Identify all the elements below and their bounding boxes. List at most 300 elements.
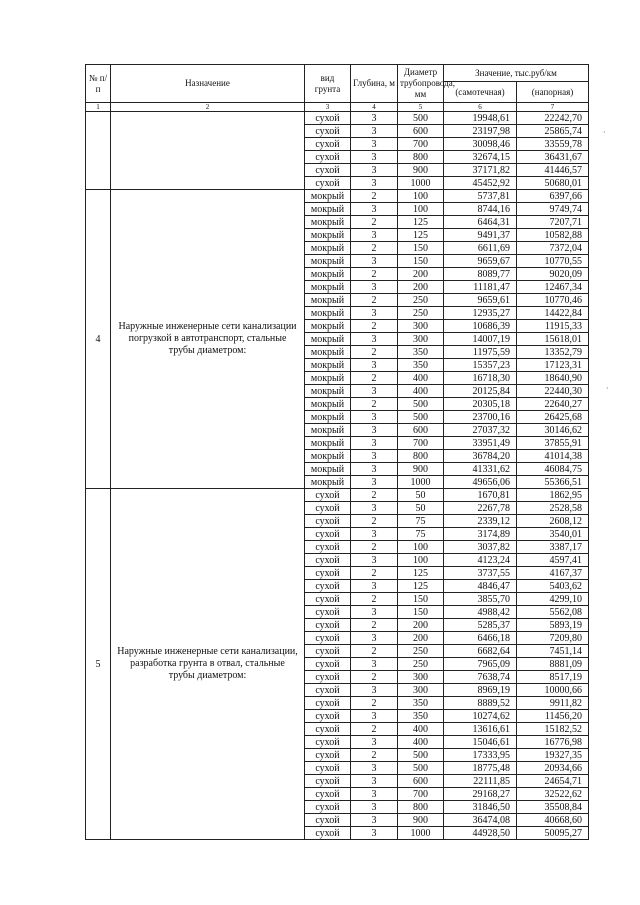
depth-cell: 2: [351, 320, 398, 333]
soil-type-cell: мокрый: [305, 294, 351, 307]
diameter-cell: 75: [398, 528, 444, 541]
depth-cell: 2: [351, 515, 398, 528]
soil-type-cell: мокрый: [305, 229, 351, 242]
depth-cell: 3: [351, 112, 398, 125]
pressure-value-cell: 10000,66: [517, 684, 589, 697]
pressure-value-cell: 5562,08: [517, 606, 589, 619]
depth-cell: 3: [351, 827, 398, 840]
gravity-value-cell: 36474,08: [444, 814, 517, 827]
gravity-value-cell: 8889,52: [444, 697, 517, 710]
gravity-value-cell: 5737,81: [444, 190, 517, 203]
gravity-value-cell: 11181,47: [444, 281, 517, 294]
group-purpose: [111, 112, 305, 190]
pressure-value-cell: 35508,84: [517, 801, 589, 814]
gravity-value-cell: 6464,31: [444, 216, 517, 229]
soil-type-cell: сухой: [305, 489, 351, 502]
gravity-value-cell: 4988,42: [444, 606, 517, 619]
soil-type-cell: сухой: [305, 125, 351, 138]
gravity-value-cell: 6611,69: [444, 242, 517, 255]
gravity-value-cell: 3174,89: [444, 528, 517, 541]
diameter-cell: 350: [398, 346, 444, 359]
depth-cell: 3: [351, 580, 398, 593]
pressure-value-cell: 33559,78: [517, 138, 589, 151]
soil-type-cell: мокрый: [305, 450, 351, 463]
depth-cell: 3: [351, 762, 398, 775]
gravity-value-cell: 15046,61: [444, 736, 517, 749]
soil-type-cell: сухой: [305, 606, 351, 619]
pressure-value-cell: 10770,46: [517, 294, 589, 307]
diameter-cell: 800: [398, 801, 444, 814]
diameter-cell: 200: [398, 619, 444, 632]
depth-cell: 3: [351, 710, 398, 723]
depth-cell: 3: [351, 359, 398, 372]
pressure-value-cell: 9020,09: [517, 268, 589, 281]
diameter-cell: 900: [398, 814, 444, 827]
gravity-value-cell: 12935,27: [444, 307, 517, 320]
gravity-value-cell: 1670,81: [444, 489, 517, 502]
depth-cell: 2: [351, 398, 398, 411]
pressure-value-cell: 40668,60: [517, 814, 589, 827]
soil-type-cell: сухой: [305, 827, 351, 840]
diameter-cell: 125: [398, 580, 444, 593]
pressure-value-cell: 36431,67: [517, 151, 589, 164]
diameter-cell: 400: [398, 372, 444, 385]
group-purpose: Наружные инженерные сети канализации погрузкой в автотранспорт, стальные трубы диаметром:: [111, 190, 305, 489]
gravity-value-cell: 36784,20: [444, 450, 517, 463]
diameter-cell: 500: [398, 112, 444, 125]
pressure-value-cell: 8881,09: [517, 658, 589, 671]
gravity-value-cell: 8089,77: [444, 268, 517, 281]
soil-type-cell: сухой: [305, 164, 351, 177]
soil-type-cell: сухой: [305, 671, 351, 684]
gravity-value-cell: 3037,82: [444, 541, 517, 554]
soil-type-cell: сухой: [305, 749, 351, 762]
depth-cell: 3: [351, 476, 398, 489]
soil-type-cell: сухой: [305, 593, 351, 606]
depth-cell: 3: [351, 164, 398, 177]
pressure-value-cell: 25865,74: [517, 125, 589, 138]
depth-cell: 3: [351, 411, 398, 424]
soil-type-cell: мокрый: [305, 437, 351, 450]
col-index: 2: [111, 103, 305, 112]
header-pressure: (напорная): [517, 82, 589, 103]
gravity-value-cell: 9659,67: [444, 255, 517, 268]
soil-type-cell: мокрый: [305, 476, 351, 489]
gravity-value-cell: 2339,12: [444, 515, 517, 528]
depth-cell: 3: [351, 775, 398, 788]
header-soil: вид грунта: [305, 65, 351, 103]
soil-type-cell: мокрый: [305, 320, 351, 333]
pressure-value-cell: 18640,90: [517, 372, 589, 385]
pressure-value-cell: 4299,10: [517, 593, 589, 606]
scan-mark: ·: [603, 128, 606, 137]
depth-cell: 2: [351, 749, 398, 762]
pressure-value-cell: 9749,74: [517, 203, 589, 216]
diameter-cell: 350: [398, 697, 444, 710]
gravity-value-cell: 8969,19: [444, 684, 517, 697]
gravity-value-cell: 6682,64: [444, 645, 517, 658]
depth-cell: 3: [351, 632, 398, 645]
gravity-value-cell: 15357,23: [444, 359, 517, 372]
depth-cell: 2: [351, 242, 398, 255]
col-index: 5: [398, 103, 444, 112]
pressure-value-cell: 11915,33: [517, 320, 589, 333]
price-table: [85, 64, 589, 840]
depth-cell: 3: [351, 177, 398, 190]
diameter-cell: 400: [398, 736, 444, 749]
depth-cell: 2: [351, 216, 398, 229]
soil-type-cell: мокрый: [305, 268, 351, 281]
pressure-value-cell: 46084,75: [517, 463, 589, 476]
gravity-value-cell: 4846,47: [444, 580, 517, 593]
diameter-cell: 100: [398, 541, 444, 554]
gravity-value-cell: 18775,48: [444, 762, 517, 775]
depth-cell: 2: [351, 567, 398, 580]
diameter-cell: 1000: [398, 827, 444, 840]
pressure-value-cell: 32522,62: [517, 788, 589, 801]
depth-cell: 3: [351, 658, 398, 671]
pressure-value-cell: 30146,62: [517, 424, 589, 437]
depth-cell: 2: [351, 294, 398, 307]
diameter-cell: 250: [398, 645, 444, 658]
depth-cell: 2: [351, 723, 398, 736]
gravity-value-cell: 10686,39: [444, 320, 517, 333]
pressure-value-cell: 7451,14: [517, 645, 589, 658]
price-table-sheet: [85, 64, 588, 840]
diameter-cell: 150: [398, 606, 444, 619]
pressure-value-cell: 10770,55: [517, 255, 589, 268]
diameter-cell: 600: [398, 424, 444, 437]
depth-cell: 3: [351, 736, 398, 749]
soil-type-cell: сухой: [305, 541, 351, 554]
pressure-value-cell: 4167,37: [517, 567, 589, 580]
header-depth: Глубина, м: [351, 65, 398, 103]
diameter-cell: 600: [398, 775, 444, 788]
soil-type-cell: сухой: [305, 684, 351, 697]
diameter-cell: 500: [398, 411, 444, 424]
pressure-value-cell: 5403,62: [517, 580, 589, 593]
header-purpose: Назначение: [111, 65, 305, 103]
diameter-cell: 300: [398, 671, 444, 684]
diameter-cell: 500: [398, 398, 444, 411]
gravity-value-cell: 5285,37: [444, 619, 517, 632]
table-header: [86, 65, 589, 112]
depth-cell: 3: [351, 502, 398, 515]
soil-type-cell: сухой: [305, 567, 351, 580]
gravity-value-cell: 33951,49: [444, 437, 517, 450]
soil-type-cell: сухой: [305, 788, 351, 801]
soil-type-cell: сухой: [305, 775, 351, 788]
gravity-value-cell: 10274,62: [444, 710, 517, 723]
diameter-cell: 200: [398, 268, 444, 281]
diameter-cell: 500: [398, 762, 444, 775]
soil-type-cell: сухой: [305, 515, 351, 528]
pressure-value-cell: 2528,58: [517, 502, 589, 515]
soil-type-cell: сухой: [305, 645, 351, 658]
soil-type-cell: сухой: [305, 697, 351, 710]
gravity-value-cell: 17333,95: [444, 749, 517, 762]
gravity-value-cell: 29168,27: [444, 788, 517, 801]
depth-cell: 3: [351, 307, 398, 320]
gravity-value-cell: 16718,30: [444, 372, 517, 385]
depth-cell: 3: [351, 814, 398, 827]
depth-cell: 2: [351, 541, 398, 554]
gravity-value-cell: 32674,15: [444, 151, 517, 164]
depth-cell: 3: [351, 801, 398, 814]
pressure-value-cell: 8517,19: [517, 671, 589, 684]
gravity-value-cell: 44928,50: [444, 827, 517, 840]
diameter-cell: 700: [398, 437, 444, 450]
gravity-value-cell: 30098,46: [444, 138, 517, 151]
pressure-value-cell: 26425,68: [517, 411, 589, 424]
pressure-value-cell: 10582,88: [517, 229, 589, 242]
gravity-value-cell: 3737,55: [444, 567, 517, 580]
gravity-value-cell: 14007,19: [444, 333, 517, 346]
pressure-value-cell: 50680,01: [517, 177, 589, 190]
soil-type-cell: мокрый: [305, 333, 351, 346]
soil-type-cell: мокрый: [305, 216, 351, 229]
depth-cell: 3: [351, 281, 398, 294]
pressure-value-cell: 15182,52: [517, 723, 589, 736]
header-value: Значение, тыс.руб/км: [444, 65, 589, 82]
diameter-cell: 150: [398, 255, 444, 268]
gravity-value-cell: 11975,59: [444, 346, 517, 359]
group-number: 5: [86, 489, 111, 840]
soil-type-cell: сухой: [305, 554, 351, 567]
depth-cell: 2: [351, 645, 398, 658]
gravity-value-cell: 31846,50: [444, 801, 517, 814]
diameter-cell: 125: [398, 229, 444, 242]
pressure-value-cell: 22440,30: [517, 385, 589, 398]
soil-type-cell: сухой: [305, 502, 351, 515]
pressure-value-cell: 41446,57: [517, 164, 589, 177]
depth-cell: 3: [351, 229, 398, 242]
diameter-cell: 700: [398, 138, 444, 151]
pressure-value-cell: 3387,17: [517, 541, 589, 554]
pressure-value-cell: 24654,71: [517, 775, 589, 788]
depth-cell: 3: [351, 528, 398, 541]
soil-type-cell: мокрый: [305, 255, 351, 268]
soil-type-cell: сухой: [305, 814, 351, 827]
depth-cell: 2: [351, 346, 398, 359]
diameter-cell: 250: [398, 307, 444, 320]
diameter-cell: 150: [398, 242, 444, 255]
soil-type-cell: сухой: [305, 801, 351, 814]
pressure-value-cell: 7207,71: [517, 216, 589, 229]
soil-type-cell: сухой: [305, 177, 351, 190]
diameter-cell: 400: [398, 385, 444, 398]
diameter-cell: 800: [398, 450, 444, 463]
soil-type-cell: мокрый: [305, 385, 351, 398]
depth-cell: 3: [351, 437, 398, 450]
pressure-value-cell: 17123,31: [517, 359, 589, 372]
soil-type-cell: мокрый: [305, 242, 351, 255]
pressure-value-cell: 19327,35: [517, 749, 589, 762]
pressure-value-cell: 14422,84: [517, 307, 589, 320]
pressure-value-cell: 7372,04: [517, 242, 589, 255]
pressure-value-cell: 4597,41: [517, 554, 589, 567]
gravity-value-cell: 2267,78: [444, 502, 517, 515]
pressure-value-cell: 22242,70: [517, 112, 589, 125]
gravity-value-cell: 6466,18: [444, 632, 517, 645]
depth-cell: 2: [351, 489, 398, 502]
diameter-cell: 300: [398, 684, 444, 697]
depth-cell: 2: [351, 372, 398, 385]
pressure-value-cell: 22640,27: [517, 398, 589, 411]
gravity-value-cell: 3855,70: [444, 593, 517, 606]
gravity-value-cell: 22111,85: [444, 775, 517, 788]
soil-type-cell: сухой: [305, 580, 351, 593]
diameter-cell: 200: [398, 281, 444, 294]
depth-cell: 3: [351, 385, 398, 398]
diameter-cell: 350: [398, 359, 444, 372]
pressure-value-cell: 55366,51: [517, 476, 589, 489]
soil-type-cell: сухой: [305, 619, 351, 632]
gravity-value-cell: 7638,74: [444, 671, 517, 684]
pressure-value-cell: 20934,66: [517, 762, 589, 775]
soil-type-cell: мокрый: [305, 411, 351, 424]
diameter-cell: 150: [398, 593, 444, 606]
pressure-value-cell: 5893,19: [517, 619, 589, 632]
depth-cell: 3: [351, 684, 398, 697]
soil-type-cell: мокрый: [305, 346, 351, 359]
diameter-cell: 900: [398, 463, 444, 476]
gravity-value-cell: 20125,84: [444, 385, 517, 398]
group-number: 4: [86, 190, 111, 489]
depth-cell: 2: [351, 619, 398, 632]
header-num: № п/п: [86, 65, 111, 103]
gravity-value-cell: 9491,37: [444, 229, 517, 242]
diameter-cell: 100: [398, 203, 444, 216]
depth-cell: 3: [351, 151, 398, 164]
gravity-value-cell: 4123,24: [444, 554, 517, 567]
soil-type-cell: сухой: [305, 723, 351, 736]
col-index: 7: [517, 103, 589, 112]
depth-cell: 3: [351, 606, 398, 619]
diameter-cell: 75: [398, 515, 444, 528]
gravity-value-cell: 20305,18: [444, 398, 517, 411]
soil-type-cell: сухой: [305, 528, 351, 541]
diameter-cell: 250: [398, 294, 444, 307]
diameter-cell: 200: [398, 632, 444, 645]
diameter-cell: 600: [398, 125, 444, 138]
col-index: 4: [351, 103, 398, 112]
diameter-cell: 250: [398, 658, 444, 671]
pressure-value-cell: 7209,80: [517, 632, 589, 645]
soil-type-cell: мокрый: [305, 424, 351, 437]
depth-cell: 3: [351, 255, 398, 268]
table-body: [86, 112, 589, 840]
pressure-value-cell: 6397,66: [517, 190, 589, 203]
pressure-value-cell: 37855,91: [517, 437, 589, 450]
col-index: 6: [444, 103, 517, 112]
pressure-value-cell: 9911,82: [517, 697, 589, 710]
gravity-value-cell: 23700,16: [444, 411, 517, 424]
table-row: [86, 190, 589, 203]
pressure-value-cell: 1862,95: [517, 489, 589, 502]
pressure-value-cell: 3540,01: [517, 528, 589, 541]
soil-type-cell: сухой: [305, 736, 351, 749]
depth-cell: 3: [351, 333, 398, 346]
depth-cell: 2: [351, 671, 398, 684]
pressure-value-cell: 50095,27: [517, 827, 589, 840]
diameter-cell: 100: [398, 190, 444, 203]
soil-type-cell: сухой: [305, 151, 351, 164]
gravity-value-cell: 27037,32: [444, 424, 517, 437]
soil-type-cell: мокрый: [305, 307, 351, 320]
soil-type-cell: мокрый: [305, 372, 351, 385]
pressure-value-cell: 13352,79: [517, 346, 589, 359]
pressure-value-cell: 16776,98: [517, 736, 589, 749]
depth-cell: 3: [351, 203, 398, 216]
diameter-cell: 100: [398, 554, 444, 567]
depth-cell: 3: [351, 125, 398, 138]
header-gravity: (самотечная): [444, 82, 517, 103]
soil-type-cell: сухой: [305, 632, 351, 645]
pressure-value-cell: 11456,20: [517, 710, 589, 723]
header-diameter: Диаметр трубопровода, мм: [398, 65, 444, 103]
soil-type-cell: мокрый: [305, 398, 351, 411]
diameter-cell: 400: [398, 723, 444, 736]
diameter-cell: 500: [398, 749, 444, 762]
diameter-cell: 350: [398, 710, 444, 723]
diameter-cell: 50: [398, 502, 444, 515]
table-row: [86, 489, 589, 502]
soil-type-cell: мокрый: [305, 359, 351, 372]
soil-type-cell: мокрый: [305, 463, 351, 476]
soil-type-cell: сухой: [305, 138, 351, 151]
diameter-cell: 125: [398, 567, 444, 580]
scan-mark: ·: [606, 384, 609, 393]
pressure-value-cell: 12467,34: [517, 281, 589, 294]
gravity-value-cell: 49656,06: [444, 476, 517, 489]
gravity-value-cell: 8744,16: [444, 203, 517, 216]
soil-type-cell: сухой: [305, 762, 351, 775]
col-index: 3: [305, 103, 351, 112]
gravity-value-cell: 19948,61: [444, 112, 517, 125]
col-index: 1: [86, 103, 111, 112]
gravity-value-cell: 41331,62: [444, 463, 517, 476]
depth-cell: 2: [351, 268, 398, 281]
group-purpose: Наружные инженерные сети канализации, разработка грунта в отвал, стальные трубы диаметром:: [111, 489, 305, 840]
gravity-value-cell: 45452,92: [444, 177, 517, 190]
diameter-cell: 1000: [398, 177, 444, 190]
diameter-cell: 300: [398, 320, 444, 333]
depth-cell: 3: [351, 450, 398, 463]
depth-cell: 3: [351, 138, 398, 151]
diameter-cell: 700: [398, 788, 444, 801]
soil-type-cell: сухой: [305, 658, 351, 671]
diameter-cell: 800: [398, 151, 444, 164]
gravity-value-cell: 7965,09: [444, 658, 517, 671]
pressure-value-cell: 15618,01: [517, 333, 589, 346]
diameter-cell: 300: [398, 333, 444, 346]
soil-type-cell: сухой: [305, 112, 351, 125]
diameter-cell: 900: [398, 164, 444, 177]
depth-cell: 3: [351, 788, 398, 801]
table-row: [86, 112, 589, 125]
soil-type-cell: мокрый: [305, 190, 351, 203]
depth-cell: 3: [351, 424, 398, 437]
gravity-value-cell: 9659,61: [444, 294, 517, 307]
depth-cell: 3: [351, 463, 398, 476]
soil-type-cell: мокрый: [305, 281, 351, 294]
depth-cell: 3: [351, 554, 398, 567]
gravity-value-cell: 13616,61: [444, 723, 517, 736]
diameter-cell: 50: [398, 489, 444, 502]
pressure-value-cell: 41014,38: [517, 450, 589, 463]
depth-cell: 2: [351, 697, 398, 710]
